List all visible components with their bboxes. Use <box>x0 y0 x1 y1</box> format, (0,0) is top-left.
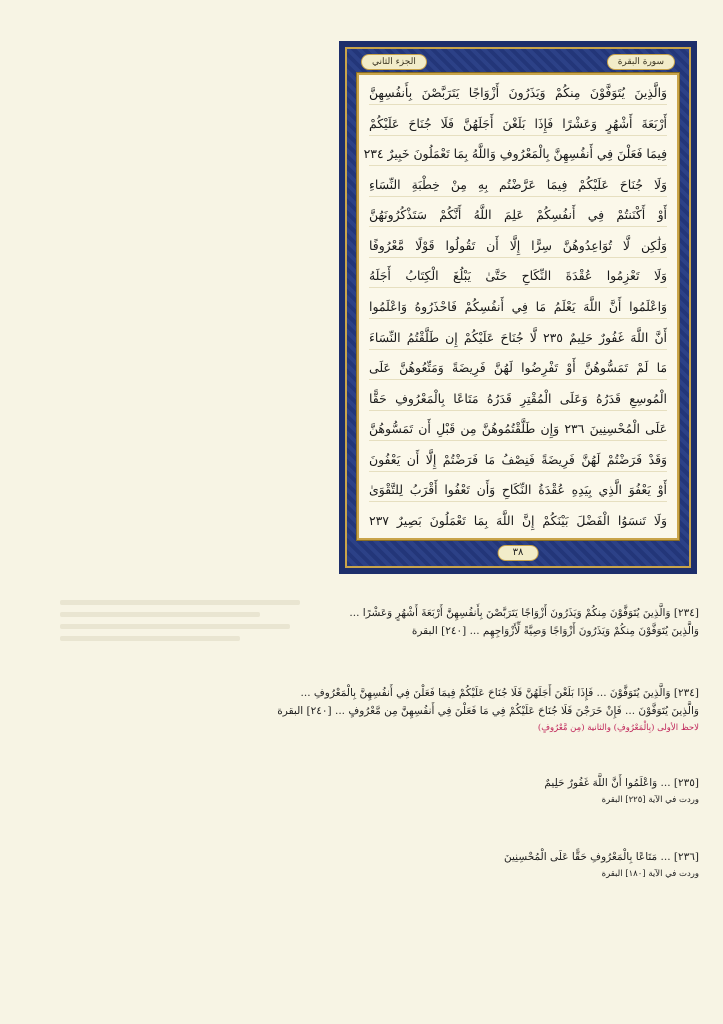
reference-entry <box>200 684 699 736</box>
page-number: ٣٨ <box>498 545 539 561</box>
quran-text-panel <box>357 73 679 540</box>
verse-line: وَلَٰكِن لَّا تُوَاعِدُوهُنَّ سِرًّا إِلَّا أَن تَقُولُوا قَوْلًا مَّعْرُوفًا <box>369 234 667 258</box>
verse-line: عَلَى الْمُحْسِنِينَ ٢٣٦ وَإِن طَلَّقْتُمُوهُنَّ مِن قَبْلِ أَن تَمَسُّوهُنَّ <box>369 417 667 441</box>
surah-label: سورة البقرة <box>607 54 675 70</box>
reference-note: لاحظ الأولى (بِالْمَعْرُوفِ) والثانية (مِن مَّعْرُوفٍ) <box>537 723 699 733</box>
verse-line: فِيمَا فَعَلْنَ فِي أَنفُسِهِنَّ بِالْمَعْرُوفِ وَاللَّهُ بِمَا تَعْمَلُونَ خَبِيرٌ ٢٣٤ <box>369 142 667 166</box>
verse-line: أَرْبَعَةَ أَشْهُرٍ وَعَشْرًا فَإِذَا بَلَغْنَ أَجَلَهُنَّ فَلَا جُنَاحَ عَلَيْكُمْ <box>369 112 667 136</box>
verse-line: مَا لَمْ تَمَسُّوهُنَّ أَوْ تَفْرِضُوا لَهُنَّ فَرِيضَةً وَمَتِّعُوهُنَّ عَلَى <box>369 356 667 380</box>
verse-line: الْمُوسِعِ قَدَرُهُ وَعَلَى الْمُقْتِرِ قَدَرُهُ مَتَاعًا بِالْمَعْرُوفِ حَقًّا <box>369 387 667 411</box>
bleed-through-text <box>60 600 310 601</box>
reference-line: [٢٣٤] وَالَّذِينَ يُتَوَفَّوْنَ مِنكُمْ وَيَذَرُونَ أَزْوَاجًا يَتَرَبَّصْنَ بِأَنفُسِهِنَّ أَرْبَعَةَ أَشْهُرٍ وَعَشْرًا ... <box>349 607 699 619</box>
reference-line: [٢٣٥] ... وَاعْلَمُوا أَنَّ اللَّهَ غَفُورٌ حَلِيمٌ <box>544 777 699 789</box>
verse-line: وَقَدْ فَرَضْتُمْ لَهُنَّ فَرِيضَةً فَنِصْفُ مَا فَرَضْتُمْ إِلَّا أَن يَعْفُونَ <box>369 448 667 472</box>
verse-lines <box>363 81 667 532</box>
verse-line: وَلَا تَعْزِمُوا عُقْدَةَ النِّكَاحِ حَتَّىٰ يَبْلُغَ الْكِتَابُ أَجَلَهُ <box>369 264 667 288</box>
verse-line: وَالَّذِينَ يُتَوَفَّوْنَ مِنكُمْ وَيَذَرُونَ أَزْوَاجًا يَتَرَبَّصْنَ بِأَنفُسِهِنَّ <box>369 81 667 105</box>
reference-source: وردت في الآية [٢٢٥] البقرة <box>601 795 699 805</box>
reference-entry <box>200 604 699 640</box>
verse-line: أَنَّ اللَّهَ غَفُورٌ حَلِيمٌ ٢٣٥ لَّا جُنَاحَ عَلَيْكُمْ إِن طَلَّقْتُمُ النِّسَاءَ <box>369 326 667 350</box>
reference-line: [٢٣٦] ... مَتَاعًا بِالْمَعْرُوفِ حَقًّا عَلَى الْمُحْسِنِينَ <box>504 851 699 863</box>
verse-line: أَوْ أَكْنَنتُمْ فِي أَنفُسِكُمْ عَلِمَ اللَّهُ أَنَّكُمْ سَتَذْكُرُونَهُنَّ <box>369 203 667 227</box>
verse-line: وَلَا تَنسَوُا الْفَضْلَ بَيْنَكُمْ إِنَّ اللَّهَ بِمَا تَعْمَلُونَ بَصِيرٌ ٢٣٧ <box>369 512 667 528</box>
reference-line: وَالَّذِينَ يُتَوَفَّوْنَ مِنكُمْ وَيَذَرُونَ أَزْوَاجًا وَصِيَّةً لِّأَزْوَاجِهِم ... [٢٤٠] البقرة <box>411 625 699 637</box>
reference-source: وردت في الآية [١٨٠] البقرة <box>601 869 699 879</box>
verse-line: وَاعْلَمُوا أَنَّ اللَّهَ يَعْلَمُ مَا فِي أَنفُسِكُمْ فَاحْذَرُوهُ وَاعْلَمُوا <box>369 295 667 319</box>
mushaf-page-frame <box>339 41 697 574</box>
verse-line: وَلَا جُنَاحَ عَلَيْكُمْ فِيمَا عَرَّضْتُم بِهِ مِنْ خِطْبَةِ النِّسَاءِ <box>369 173 667 197</box>
juz-label: الجزء الثاني <box>361 54 427 70</box>
reference-entry <box>200 848 699 882</box>
verse-line: أَوْ يَعْفُوَ الَّذِي بِيَدِهِ عُقْدَةُ النِّكَاحِ وَأَن تَعْفُوا أَقْرَبُ لِلتَّقْوَىٰ <box>369 478 667 502</box>
reference-line: وَالَّذِينَ يُتَوَفَّوْنَ ... فَإِنْ خَرَجْنَ فَلَا جُنَاحَ عَلَيْكُمْ فِي مَا فَعَلْنَ فِي أَنفُسِهِنَّ مِن مَّعْرُوفٍ ... [٢٤٠] البقرة <box>277 705 699 717</box>
reference-entry <box>200 774 699 808</box>
ornamental-border <box>345 47 691 568</box>
page-header <box>355 53 681 71</box>
reference-line: [٢٣٤] وَالَّذِينَ يُتَوَفَّوْنَ ... فَإِذَا بَلَغْنَ أَجَلَهُنَّ فَلَا جُنَاحَ عَلَيْكُمْ فِيمَا فَعَلْنَ فِي أَنفُسِهِنَّ بِالْمَعْرُوفِ ... <box>300 687 699 699</box>
